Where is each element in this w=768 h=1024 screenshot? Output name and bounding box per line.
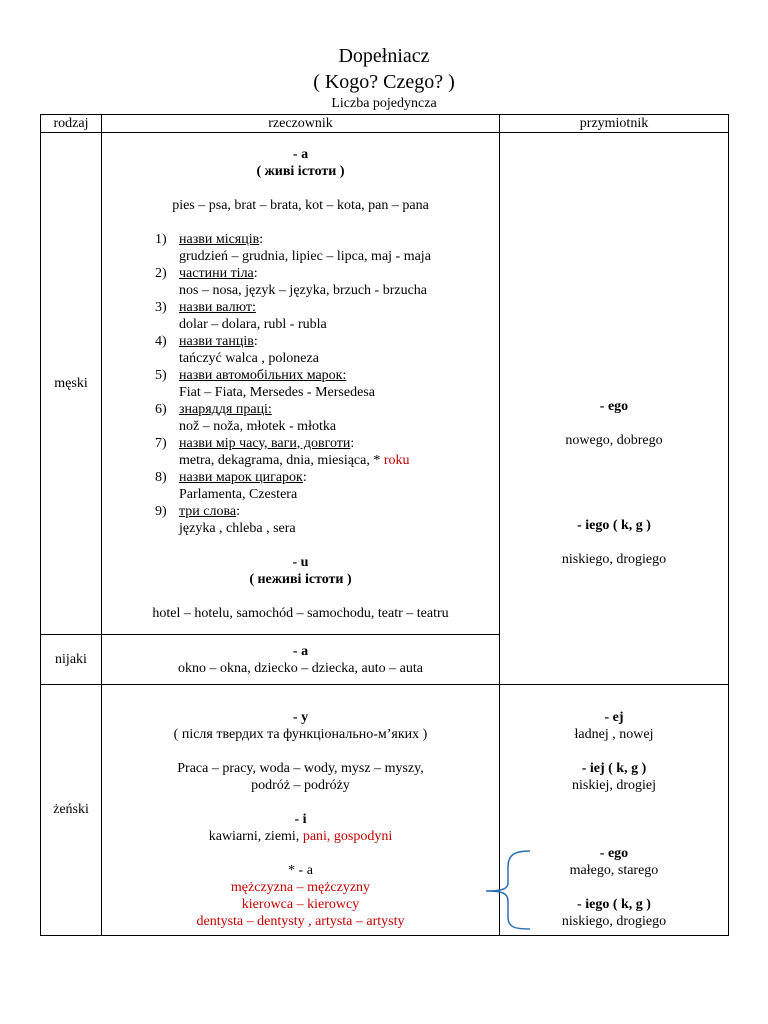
list-item: 8) назви марок цигарок: Parlamenta, Czestera	[155, 469, 307, 502]
adj-ending-ego: - ego	[599, 398, 629, 414]
ending-a-example: pies – psa, brat – brata, kot – kota, pan – pana	[172, 197, 429, 213]
page-title: Dopełniacz	[338, 45, 430, 67]
ending-a-exception: * - a	[288, 862, 313, 878]
neuter-example: okno – okna, dziecko – dziecka, auto – auta	[178, 660, 423, 676]
ending-a: - a	[292, 146, 309, 162]
header-gender: rodzaj	[41, 115, 102, 133]
red-example: mężczyzna – mężczyzny	[230, 879, 371, 895]
masculine-noun-cell	[102, 133, 500, 635]
adj-ending-iej: - iej ( k, g )	[581, 760, 647, 776]
adj-iego-fem-example: niskiego, drogiego	[561, 913, 667, 929]
ending-i-example: kawiarni, ziemi, pani, gospodyni	[208, 828, 393, 844]
curly-bracket-icon	[484, 849, 534, 931]
list-item: 1) назви місяців: grudzień – grudnia, lipiec – lipca, maj - maja	[155, 231, 431, 264]
adj-ending-iego: - iego ( k, g )	[577, 517, 651, 533]
adj-ending-ej: - ej	[604, 709, 624, 725]
ending-u: - u	[292, 554, 309, 570]
masculine-row	[41, 133, 729, 635]
neuter-noun-cell	[102, 635, 500, 685]
list-item: 6) знаряддя праці: nož – noža, młotek - młotka	[155, 401, 337, 434]
ending-y-example-2: podróż – podróży	[251, 777, 350, 793]
ending-y-note: ( після твердих та функціонально-м’яких )	[173, 726, 428, 742]
ending-u-note: ( неживі істоти )	[249, 571, 352, 587]
feminine-row	[41, 685, 729, 936]
neuter-label: nijaki	[41, 635, 102, 685]
adj-iej-example: niskiej, drogiej	[572, 777, 656, 793]
feminine-label: żeński	[41, 685, 102, 936]
ending-y: - y	[292, 709, 309, 725]
number-label: Liczba pojedyncza	[331, 96, 437, 111]
adj-ej-example: ładnej , nowej	[574, 726, 654, 742]
adj-ego-example: nowego, dobrego	[565, 432, 663, 448]
masculine-rule-list	[102, 231, 499, 537]
adj-ending-ego-fem: - ego	[599, 845, 629, 861]
adj-iego-example: niskiego, drogiego	[561, 551, 667, 567]
adj-ego-fem-example: małego, starego	[569, 862, 659, 878]
adj-ending-iego-fem: - iego ( k, g )	[577, 896, 651, 912]
declension-table	[40, 114, 729, 936]
list-item: 9) три слова: języka , chleba , sera	[155, 503, 296, 536]
feminine-noun-cell	[102, 685, 500, 936]
header-noun: rzeczownik	[102, 115, 500, 133]
header-row	[41, 115, 729, 133]
header-adjective: przymiotnik	[500, 115, 729, 133]
list-item: 7) назви мір часу, ваги, довготи: metra, dekagrama, dnia, miesiąca, * roku	[155, 435, 410, 468]
list-item: 4) назви танців: tańczyć walca , poloneza	[155, 333, 319, 366]
red-example: dentysta – dentysty , artysta – artysty	[196, 913, 405, 929]
page-subtitle: ( Kogo? Czego? )	[313, 71, 455, 93]
neuter-ending: - a	[292, 643, 309, 659]
ending-y-example-1: Praca – pracy, woda – wody, mysz – myszy,	[177, 760, 424, 776]
ending-u-example: hotel – hotelu, samochód – samochodu, teatr – teatru	[152, 605, 449, 621]
ending-a-note: ( живі істоти )	[256, 163, 345, 179]
red-example: kierowca – kierowcy	[241, 896, 360, 912]
ending-i: - i	[294, 811, 307, 827]
masculine-adjective-cell	[500, 133, 729, 685]
list-item: 2) частини тіла: nos – nosa, język – języka, brzuch - brzucha	[155, 265, 428, 298]
masculine-label: męski	[41, 133, 102, 635]
list-item: 3) назви валют: dolar – dolara, rubl - rubla	[155, 299, 327, 332]
list-item: 5) назви автомобільних марок: Fiat – Fiata, Mersedes - Mersedesa	[155, 367, 375, 400]
